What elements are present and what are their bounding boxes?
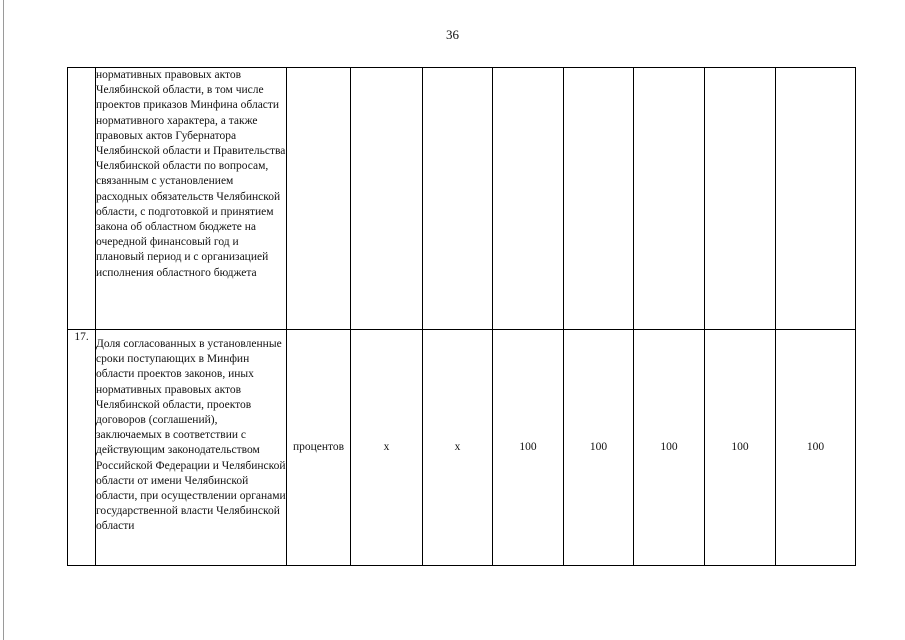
value-cell	[423, 68, 493, 330]
unit-cell	[287, 68, 351, 330]
row-number	[68, 68, 96, 330]
value-cell	[493, 68, 564, 330]
value-cell: 100	[634, 330, 705, 566]
value-cell: х	[351, 330, 423, 566]
value-cell: 100	[564, 330, 634, 566]
indicator-table	[67, 67, 856, 566]
value-cell: 100	[705, 330, 776, 566]
value-cell: 100	[493, 330, 564, 566]
value-cell	[634, 68, 705, 330]
unit-cell: процентов	[287, 330, 351, 566]
value-cell	[776, 68, 856, 330]
value-cell	[351, 68, 423, 330]
scan-edge-line	[3, 0, 4, 640]
page-number: 36	[446, 27, 459, 42]
value-cell	[564, 68, 634, 330]
table-row	[68, 68, 856, 330]
value-cell: 100	[776, 330, 856, 566]
value-cell: х	[423, 330, 493, 566]
indicator-description: нормативных правовых актов Челябинской области, в том числе проектов приказов Минфина области нормативного характера, а также правовых актов Губернатора Челябинской области и Правительства Челябинской области по вопросам, связанным с установлением расходных обязательств Челябинской области, с подготовкой и принятием закона об областном бюджете на очередной финансовый год и плановый период и с организацией исполнения областного бюджета	[96, 68, 287, 330]
table-row	[68, 330, 856, 566]
row-number: 17.	[68, 330, 96, 566]
indicator-description: Доля согласованных в установленные сроки поступающих в Минфин области проектов законов, иных нормативных правовых актов Челябинской области, проектов договоров (соглашений), заключаемых в соответствии с действующим законодательством Российской Федерации и Челябинской области от имени Челябинской области, при осуществлении органами государственной власти Челябинской области	[96, 330, 287, 566]
value-cell	[705, 68, 776, 330]
